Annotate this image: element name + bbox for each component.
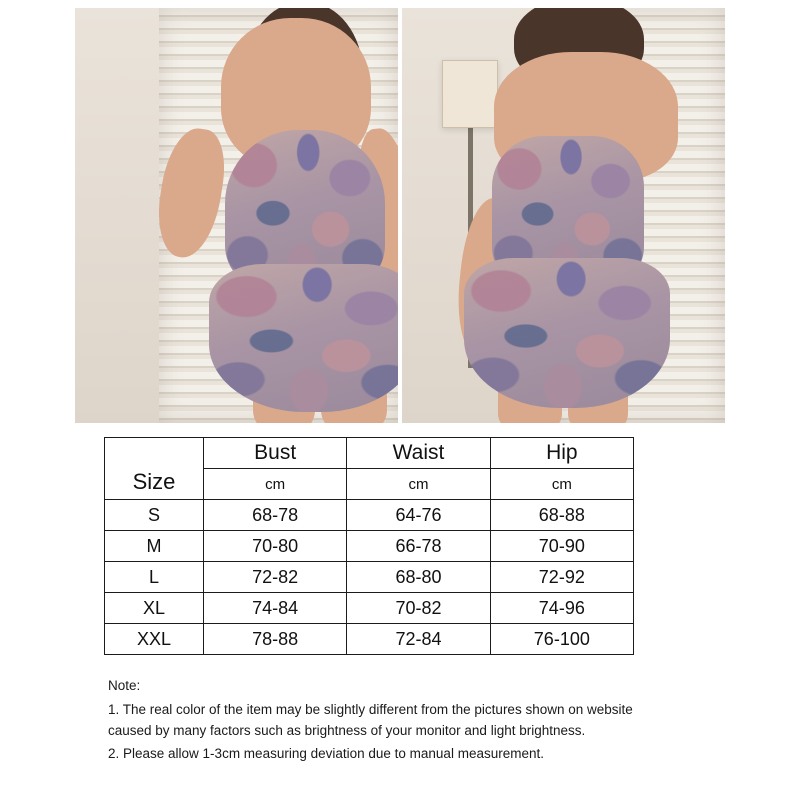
unit-hip: cm — [490, 469, 633, 500]
table-header-row — [105, 438, 634, 469]
row-waist: 68-80 — [347, 562, 490, 593]
table-row — [105, 500, 634, 531]
size-chart-table — [104, 437, 634, 655]
row-hip: 76-100 — [490, 624, 633, 655]
row-hip: 72-92 — [490, 562, 633, 593]
product-photo-gallery — [75, 8, 725, 423]
row-bust: 70-80 — [204, 531, 347, 562]
table-row — [105, 562, 634, 593]
unit-waist: cm — [347, 469, 490, 500]
row-hip: 68-88 — [490, 500, 633, 531]
model-figure-back — [402, 8, 725, 423]
row-bust: 72-82 — [204, 562, 347, 593]
row-waist: 72-84 — [347, 624, 490, 655]
table-row — [105, 624, 634, 655]
row-hip: 70-90 — [490, 531, 633, 562]
row-bust: 78-88 — [204, 624, 347, 655]
product-photo-back — [402, 8, 725, 423]
row-size: L — [105, 562, 204, 593]
header-bust: Bust — [204, 438, 347, 469]
table-row — [105, 593, 634, 624]
row-waist: 70-82 — [347, 593, 490, 624]
row-waist: 66-78 — [347, 531, 490, 562]
note-line-2: 2. Please allow 1-3cm measuring deviation due to manual measurement. — [108, 745, 544, 761]
unit-bust: cm — [204, 469, 347, 500]
model-figure-front — [75, 8, 398, 423]
note-line-1: 1. The real color of the item may be slightly different from the pictures shown on website caused by many factors such as brightness of your monitor and light brightness. — [108, 701, 633, 738]
row-size: XL — [105, 593, 204, 624]
row-size: XXL — [105, 624, 204, 655]
row-size: M — [105, 531, 204, 562]
row-bust: 74-84 — [204, 593, 347, 624]
note-title: Note: — [108, 678, 141, 693]
table-row — [105, 531, 634, 562]
header-hip: Hip — [490, 438, 633, 469]
header-size: Size — [105, 438, 204, 500]
product-photo-front — [75, 8, 398, 423]
note-block — [108, 676, 668, 767]
header-waist: Waist — [347, 438, 490, 469]
row-waist: 64-76 — [347, 500, 490, 531]
row-bust: 68-78 — [204, 500, 347, 531]
row-hip: 74-96 — [490, 593, 633, 624]
row-size: S — [105, 500, 204, 531]
